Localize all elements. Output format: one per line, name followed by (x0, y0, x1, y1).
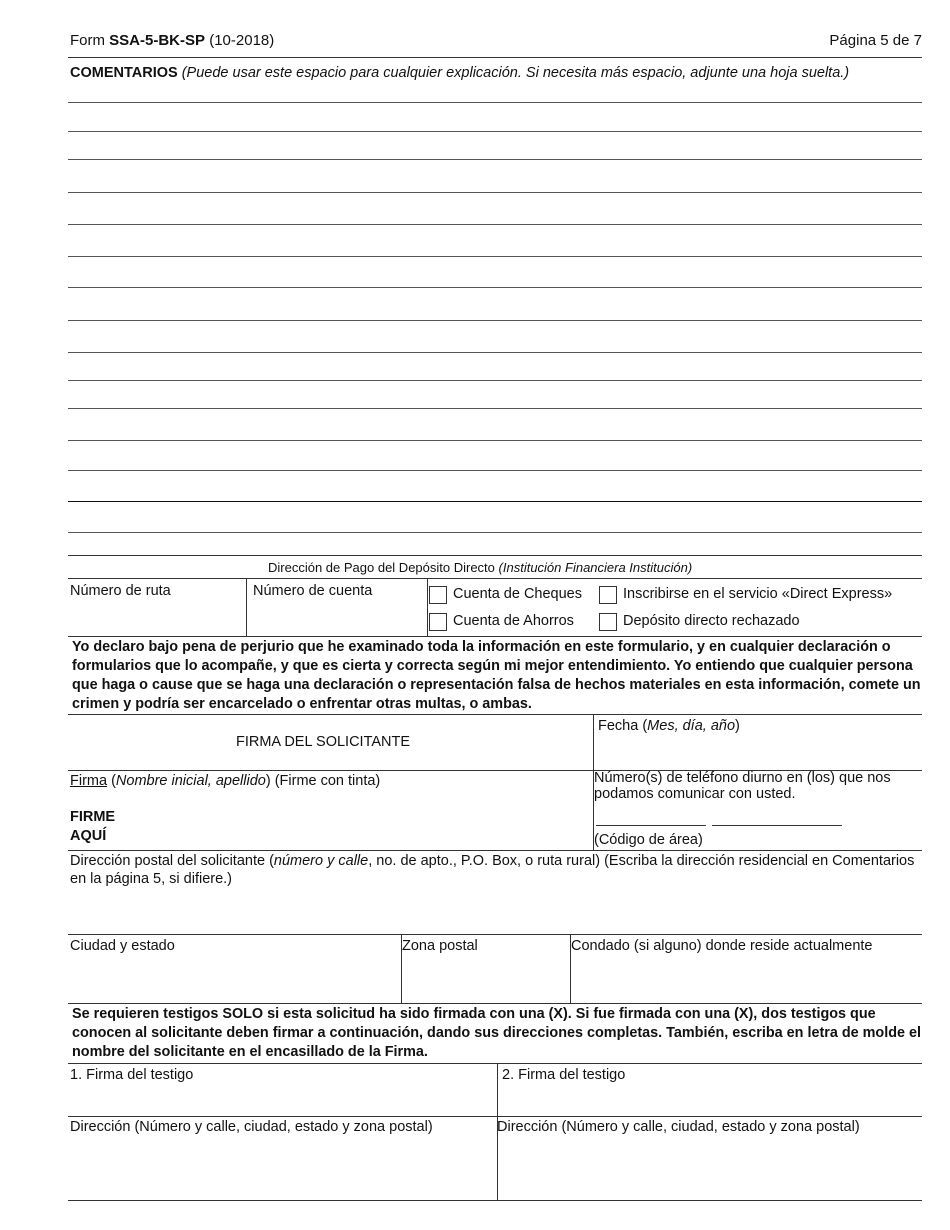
phone-label: Número(s) de teléfono diurno en (los) que nos podamos comunicar con usted. (594, 770, 891, 802)
witness2-address-field[interactable] (498, 1138, 922, 1198)
deposit-heading (268, 559, 692, 577)
comment-line (68, 131, 922, 132)
phone-number-field[interactable] (712, 808, 842, 825)
signature-field[interactable] (130, 792, 590, 848)
county-label: Condado (si alguno) donde reside actualmente (571, 938, 873, 954)
deposit-refused-checkbox[interactable] (599, 613, 617, 631)
routing-number-field[interactable] (68, 579, 246, 635)
date-field[interactable] (594, 736, 922, 768)
sign-here-line2: AQUÍ (70, 828, 107, 844)
signature-label-rest: (Firme con tinta) (274, 773, 381, 789)
city-state-field[interactable] (68, 956, 400, 1002)
area-code-label: (Código de área) (594, 832, 703, 848)
direct-express-checkbox[interactable] (599, 586, 617, 604)
form-prefix: Form (70, 32, 105, 49)
witness1-address-label: Dirección (Número y calle, ciudad, estado y zona postal) (70, 1119, 433, 1135)
deposit-refused-label: Depósito directo rechazado (623, 613, 800, 629)
comment-line (68, 440, 922, 441)
witness-bottom-divider (68, 1200, 922, 1201)
deposit-bottom-divider (68, 636, 922, 637)
mailing-label-text: Dirección postal del solicitante ( (70, 853, 274, 869)
address-bottom-divider (68, 1003, 922, 1004)
city-state-label: Ciudad y estado (70, 938, 175, 954)
sign-here-line1: FIRME (70, 809, 116, 825)
account-number-label: Número de cuenta (253, 583, 373, 599)
form-number: SSA-5-BK-SP (109, 32, 206, 49)
form-header (70, 32, 274, 50)
signature-label: Firma (Nombre inicial, apellido) (Firme con tinta) (70, 773, 381, 789)
witness-notice: Se requieren testigos SOLO si esta solicitud ha sido firmada con una (X). Si fue firmada con una (X), dos testigos que conocen al solicitante deben firmar a continuación, dando sus direcciones completas. También, escriba en letra de molde el nombre del solicitante en el encasillado de la Firma. (72, 1006, 922, 1060)
witness2-signature-field[interactable] (498, 1085, 922, 1115)
date-label-italic: Mes, día, año (647, 718, 736, 734)
comment-line (68, 380, 922, 381)
comment-line (68, 256, 922, 257)
phone-number-line (712, 825, 842, 826)
comment-line (68, 102, 922, 103)
zip-label: Zona postal (402, 938, 478, 954)
comment-line (68, 287, 922, 288)
witness2-signature-label: 2. Firma del testigo (502, 1067, 626, 1083)
comment-line (68, 352, 922, 353)
signature-label-italic: Nombre inicial, apellido (115, 773, 266, 789)
mailing-divider (68, 934, 922, 935)
checking-account-label: Cuenta de Cheques (453, 586, 582, 602)
account-number-field[interactable] (247, 579, 427, 635)
comment-line (68, 470, 922, 471)
witness-divider (68, 1063, 922, 1064)
comments-hint: (Puede usar este espacio para cualquier explicación. Si necesita más espacio, adjunte una hoja suelta.) (181, 65, 850, 81)
comment-line (68, 224, 922, 225)
page-number: Página 5 de 7 (829, 32, 922, 49)
comment-line (68, 501, 922, 502)
deposit-col-divider (427, 578, 428, 636)
savings-account-checkbox[interactable] (429, 613, 447, 631)
form-date: (10-2018) (209, 32, 275, 49)
witness1-signature-field[interactable] (68, 1085, 496, 1115)
header-divider (68, 57, 922, 58)
witness2-address-label: Dirección (Número y calle, ciudad, estado y zona postal) (497, 1119, 860, 1135)
mailing-address-label (70, 852, 920, 888)
deposit-heading-text: Dirección de Pago del Depósito Directo (268, 560, 495, 575)
deposit-top-divider (68, 555, 922, 556)
savings-account-label: Cuenta de Ahorros (453, 613, 574, 629)
comments-heading (70, 64, 849, 82)
witness-signature-divider (68, 1116, 922, 1117)
comment-line (68, 192, 922, 193)
deposit-heading-italic: (Institución Financiera Institución) (498, 560, 693, 575)
checking-account-checkbox[interactable] (429, 586, 447, 604)
comment-line (68, 408, 922, 409)
comment-line (68, 532, 922, 533)
direct-express-label: Inscribirse en el servicio «Direct Express» (623, 586, 893, 602)
mailing-label-italic: número y calle (273, 853, 369, 869)
area-code-line (596, 825, 706, 826)
perjury-declaration: Yo declaro bajo pena de perjurio que he examinado toda la información en este formulario, y en cualquier declaración o formularios que lo acompañe, y que es cierta y correcta según mi mejor entendimiento. Yo entiendo que cualquier persona que haga o cause que se haga una declaración o representación falsa de hechos materiales en esta información, comete un crimen y podría ser encarcelado o enfrentar otras multas, o ambas. (72, 639, 921, 712)
signature-label-underlined: Firma (70, 773, 108, 789)
date-label (598, 717, 740, 735)
signature-section-title: FIRMA DEL SOLICITANTE (236, 734, 411, 750)
mailing-label-rest: , no. de apto., P.O. Box, o ruta rural) (Escriba la dirección residencial en Comentarios en la página 5, si difiere.) (70, 853, 915, 887)
routing-number-label: Número de ruta (70, 583, 171, 599)
date-label-text: Fecha ( (598, 718, 648, 734)
area-code-field[interactable] (596, 808, 706, 825)
declaration-divider (68, 714, 922, 715)
zip-field[interactable] (402, 956, 570, 1002)
comment-line (68, 320, 922, 321)
comment-line (68, 159, 922, 160)
date-label-close: ) (735, 718, 740, 734)
witness1-signature-label: 1. Firma del testigo (70, 1067, 194, 1083)
signature-bottom-divider (68, 850, 922, 851)
witness1-address-field[interactable] (68, 1138, 496, 1198)
comments-title: COMENTARIOS (70, 65, 178, 81)
mailing-address-field[interactable] (68, 890, 922, 932)
county-field[interactable] (571, 956, 921, 1002)
